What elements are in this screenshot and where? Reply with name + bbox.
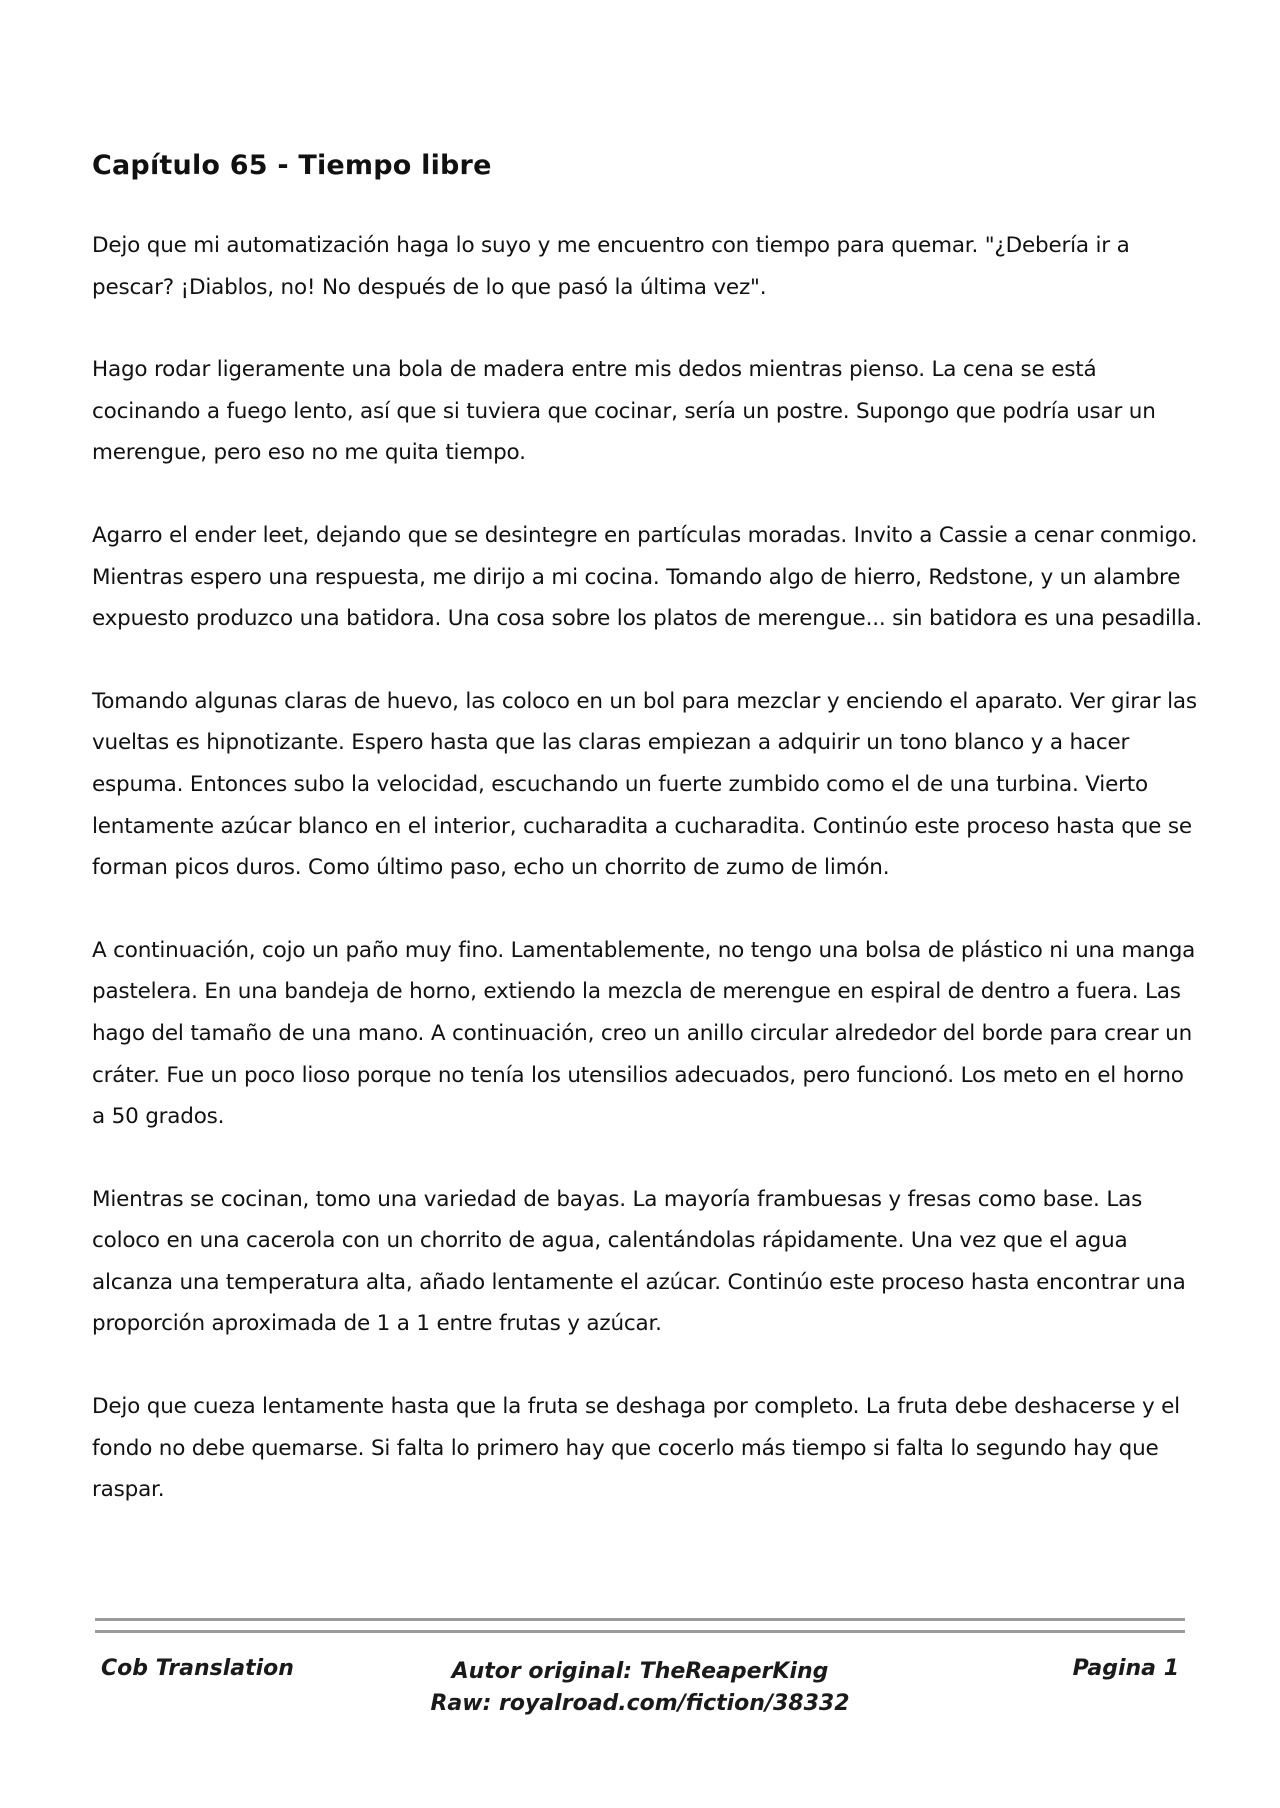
paragraph: Dejo que cueza lentamente hasta que la fruta se deshaga por completo. La fruta debe deshacerse y el fondo no debe quemarse. Si falta lo primero hay que cocerlo más tiempo si falta lo segundo hay que raspar. — [92, 1394, 1180, 1503]
paragraph: Mientras se cocinan, tomo una variedad de bayas. La mayoría frambuesas y fresas como base. Las coloco en una cacerola con un chorrito de agua, calentándolas rápidamente. Una vez que el agua alcanza una temperatura alta, añado lentamente el azúcar. Continúo este proceso hasta encontrar una proporción aproximada de 1 a 1 entre frutas y azúcar. — [92, 1186, 1186, 1337]
paragraph: Hago rodar ligeramente una bola de madera entre mis dedos mientras pienso. La cena se está cocinando a fuego lento, así que si tuviera que cocinar, sería un postre. Supongo que podría usar un merengue, pero eso no me quita tiempo. — [92, 357, 1156, 466]
footer-credits — [95, 1656, 1185, 1720]
footer-raw-source: Raw: royalroad.com/fiction/38332 — [430, 1691, 850, 1716]
footer-author: Autor original: TheReaperKing — [451, 1659, 829, 1684]
page-footer — [95, 1656, 1185, 1736]
page-content — [92, 150, 1202, 1552]
footer-page-number: Pagina 1 — [1072, 1656, 1179, 1681]
paragraph: Tomando algunas claras de huevo, las coloco en un bol para mezclar y enciendo el aparato. Ver girar las vueltas es hipnotizante. Espero hasta que las claras empiezan a adquirir un tono blanco y a hacer espuma. Entonces subo la velocidad, escuchando un fuerte zumbido como el de una turbina. Vierto lentamente azúcar blanco en el interior, cucharadita a cucharadita. Continúo este proceso hasta que se forman picos duros. Como último paso, echo un chorrito de zumo de limón. — [92, 688, 1197, 881]
paragraph: Dejo que mi automatización haga lo suyo y me encuentro con tiempo para quemar. "¿Debería ir a pescar? ¡Diablos, no! No después de lo que pasó la última vez". — [92, 233, 1130, 300]
footer-divider — [95, 1630, 1185, 1633]
footer-divider — [95, 1618, 1185, 1621]
chapter-title: Capítulo 65 - Tiempo libre — [92, 150, 492, 181]
paragraph: Agarro el ender leet, dejando que se desintegre en partículas moradas. Invito a Cassie a cenar conmigo. Mientras espero una respuesta, me dirijo a mi cocina. Tomando algo de hierro, Redstone, y un alambre expuesto produzco una batidora. Una cosa sobre los platos de merengue... sin batidora es una pesadilla. — [92, 522, 1202, 632]
footer-translator: Cob Translation — [101, 1656, 294, 1681]
paragraph: A continuación, cojo un paño muy fino. Lamentablemente, no tengo una bolsa de plástico ni una manga pastelera. En una bandeja de horno, extiendo la mezcla de merengue en espiral de dentro a fuera. Las hago del tamaño de una mano. A continuación, creo un anillo circular alrededor del borde para crear un cráter. Fue un poco lioso porque no tenía los utensilios adecuados, pero funcionó. Los meto en el horno a 50 grados. — [92, 937, 1196, 1130]
